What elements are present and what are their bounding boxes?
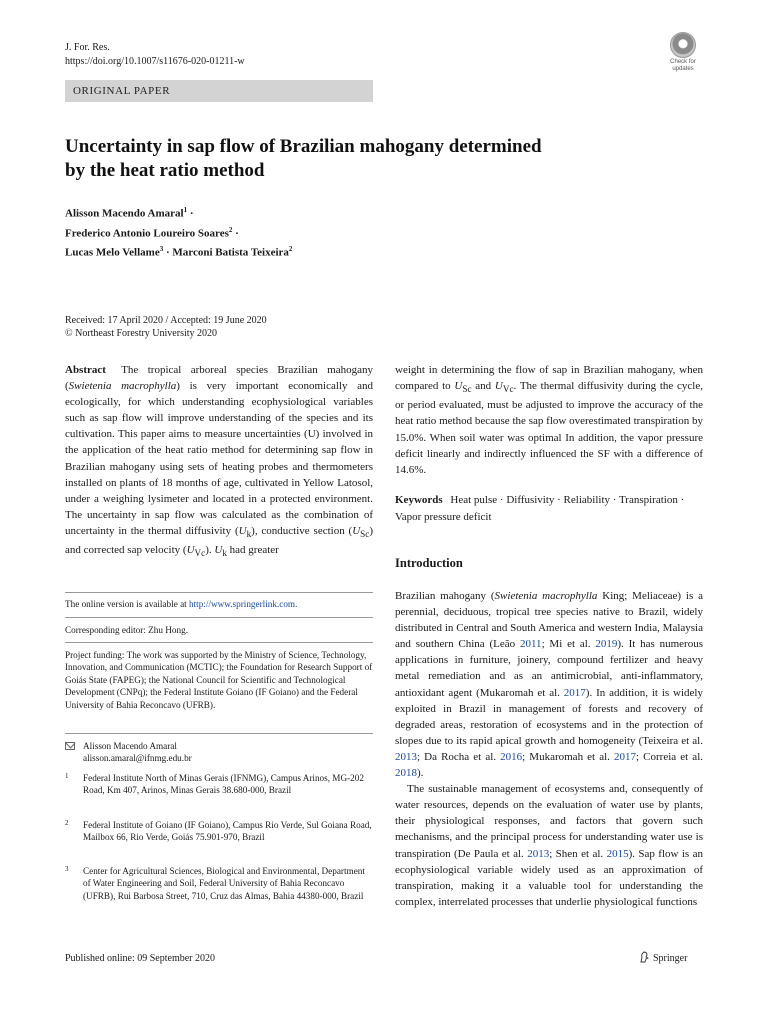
affiliation-text: Federal Institute of Goiano (IF Goiano), Campus Rio Verde, Sul Goiana Road, Mailbox 66, Rio Verde, Goiás 75.901-970, Brazil (83, 820, 372, 843)
citation-link[interactable]: 2015 (606, 847, 629, 860)
corresponding-author (65, 740, 373, 765)
subscript: Vc (194, 548, 206, 559)
subscript: k (222, 548, 227, 559)
symbol-u: U (494, 380, 503, 393)
abstract-heading: Abstract (65, 364, 106, 376)
abstract-text: weight in determining the flow of sap in Brazilian mahogany, when compared to (395, 364, 703, 393)
intro-text: ; Mukaromah et al. (522, 750, 615, 763)
abstract-text: The tropical arboreal species Brazilian mahogany ( (65, 364, 373, 393)
abstract-text: had greater (226, 544, 279, 557)
author-separator: · (187, 207, 194, 220)
intro-text: Brazilian mahogany ( (395, 590, 495, 602)
abstract-right (395, 362, 703, 478)
corresponding-editor: Corresponding editor: Zhu Hong. (65, 625, 188, 635)
footnote-divider (65, 592, 373, 593)
citation-link[interactable]: 2018 (395, 767, 417, 780)
introduction-heading: Introduction (395, 556, 463, 570)
online-note-text: The online version is available at (65, 599, 189, 609)
title-line-1: Uncertainty in sap flow of Brazilian mahogany determined (65, 136, 542, 157)
copyright-line: © Northeast Forestry University 2020 (65, 328, 218, 339)
intro-text: ; Da Rocha et al. (417, 750, 501, 763)
species-name: Swietenia macrophylla (494, 590, 598, 602)
author-affiliation-mark: 2 (228, 225, 233, 234)
footnote-divider (65, 642, 373, 643)
footnote-divider (65, 617, 373, 618)
abstract-text: ). (205, 544, 215, 557)
citation-link[interactable]: 2013 (395, 750, 417, 763)
abstract-text: ) and corrected sap velocity ( (65, 524, 373, 557)
abstract-text: and (471, 380, 495, 393)
symbol-u: U (186, 544, 195, 557)
author-separator: · (163, 246, 170, 259)
springer-horse-icon (639, 951, 649, 963)
affiliation-text: Center for Agricultural Sciences, Biological and Environmental, Department of Water Engineering and Soil, Federal University of Bahia Reconcavo (UFRB), Rui Barbosa Street, 710, Cruz das Almas, Bahia 44380-000, Brazil (83, 866, 365, 901)
symbol-u: U (214, 544, 223, 557)
citation-link[interactable]: 2013 (527, 847, 550, 860)
check-updates-icon (670, 32, 696, 58)
introduction-body (395, 588, 703, 910)
intro-text: ; Shen et al. (549, 847, 607, 860)
intro-text: The sustainable management of ecosystems and, consequently of water resources, depends on the evaluation of water use by plants, their physiological responses, and factors that govern such mechanisms, and the principal process for understanding water use is transpiration (De Paula et al. (395, 783, 703, 860)
citation-link[interactable]: 2017 (563, 686, 586, 699)
received-accepted: Received: 17 April 2020 / Accepted: 19 June 2020 (65, 315, 267, 326)
author-list (65, 202, 292, 261)
affiliation-3 (65, 865, 373, 902)
abstract-text: ) is very important economically and ecologically, for which understanding ecophysiological variables such as sap flow will improve understanding of the species and its cultivation. This paper aims to measure uncertainties (U) involved in the application of the heat ratio method for determining sap flow in Brazilian mahogany using sets of heating probes and thermometers installed on plants of 18 months of age, cultivated in Yellow Latosol, under a weighing lysimeter and located in a protected environment. The uncertainty in sap flow was calculated as the combination of uncertainty in the thermal diffusivity ( (65, 380, 374, 537)
affiliation-2 (65, 819, 373, 844)
subscript: k (246, 529, 252, 540)
keywords-list: Heat pulse · Diffusivity · Reliability · Transpiration · Vapor pressure deficit (395, 494, 685, 523)
badge-label-1: Check for (670, 59, 696, 65)
intro-text: ). Sap flow is an ecophysiological variable widely used as an approximation of transpiration, making it a valuable tool for understanding the complex, interrelated processes that underlie physiological functions (395, 847, 704, 908)
subscript: Sc (360, 529, 370, 540)
keywords (395, 492, 703, 525)
article-type-band: ORIGINAL PAPER (65, 80, 373, 102)
keywords-heading: Keywords (395, 494, 443, 506)
citation-link[interactable]: 2011 (519, 638, 542, 651)
check-for-updates-badge[interactable] (662, 32, 704, 70)
journal-name: J. For. Res. (65, 42, 110, 53)
abstract-text: . The thermal diffusivity during the cycle, or period evaluated, must be adjusted to improve the accuracy of the heat ratio method because the sap flow overestimated transpiration by 15.0%. When soil water was optimal In addition, the vapor pressure deficit linearly and indirectly influenced the SF with a difference of 14.6%. (395, 380, 703, 476)
author-name[interactable]: Alisson Macendo Amaral (65, 207, 184, 220)
species-name: Swietenia macrophylla (68, 380, 177, 393)
affiliation-number: 3 (65, 865, 69, 873)
affiliation-text: Federal Institute North of Minas Gerais (IFNMG), Campus Arinos, MG-202 Road, Km 407, Arinos, Minas Gerais 38.680-000, Brazil (83, 773, 364, 796)
intro-text: ; Correia et al. (636, 750, 703, 763)
author-separator: · (232, 227, 239, 240)
publisher-name: Springer (653, 953, 688, 964)
intro-text: ). (417, 767, 424, 780)
intro-text: ). In addition, it is widely exploited in Brazil in management of forests and recovery of degraded areas, restoration of ecosystems and in the protection of slopes due to its rapid apical growth and homogeneity (Teixeira et al. (395, 686, 703, 747)
abstract-text: ), conductive section ( (251, 524, 353, 537)
paper-title (65, 135, 625, 183)
citation-link[interactable]: 2016 (500, 750, 523, 763)
title-line-2: by the heat ratio method (65, 160, 265, 181)
footnote-divider (65, 733, 373, 734)
funding-note: Project funding: The work was supported by the Ministry of Science, Technology, Innovation, and Communication (MCTIC); the Foundation for Research Support of Goiás State (FAPEG); the National Council for Scientific and Technological Development (CNPq); the Federal Institute Goiano (IF Goiano) and the Federal University of Bahia Reconcavo (UFRB). (65, 650, 373, 710)
online-version-note (65, 598, 373, 610)
badge-label-2: updates (672, 66, 694, 72)
citation-link[interactable]: 2019 (595, 638, 618, 651)
contact-name: Alisson Macendo Amaral (83, 741, 177, 751)
intro-paragraph-1 (395, 588, 703, 781)
envelope-icon (65, 742, 75, 750)
intro-paragraph-2 (395, 781, 703, 910)
doi-link[interactable]: https://doi.org/10.1007/s11676-020-01211-w (65, 56, 245, 67)
symbol-u: U (238, 524, 247, 537)
affiliation-number: 1 (65, 772, 69, 780)
author-name[interactable]: Lucas Melo Vellame (65, 246, 160, 259)
affiliation-1 (65, 772, 373, 797)
author-affiliation-mark: 1 (183, 206, 188, 214)
author-affiliation-mark: 3 (159, 245, 164, 254)
subscript: Sc (462, 384, 472, 395)
affiliation-number: 2 (65, 819, 69, 827)
publication-dates (65, 314, 267, 340)
symbol-u: U (454, 380, 463, 393)
intro-text: ). It has numerous applications in furniture, joinery, compound fertilizer and heavy metal remediation and as an antimicrobial, anti-inflammatory, antioxidant agent (Mukaromah et al. (395, 638, 703, 699)
journal-header (65, 41, 245, 69)
intro-text: ; Mi et al. (541, 638, 596, 651)
abstract-left (65, 362, 373, 562)
intro-text: King; Meliaceae) is a perennial, deciduous, tropical tree species native to Brazil, widely distributed in Central and South America and western India, Malaysia and southern China (Leão (395, 590, 703, 651)
springerlink-link[interactable]: http://www.springerlink.com. (189, 599, 298, 609)
citation-link[interactable]: 2017 (614, 750, 637, 763)
publisher-logo (639, 951, 687, 964)
published-online: Published online: 09 September 2020 (65, 953, 215, 964)
subscript: Vc (502, 384, 514, 395)
author-name[interactable]: Frederico Antonio Loureiro Soares (65, 227, 229, 240)
author-name[interactable]: Marconi Batista Teixeira (172, 246, 289, 259)
symbol-u: U (352, 524, 361, 537)
contact-email-link[interactable]: alisson.amaral@ifnmg.edu.br (83, 753, 192, 764)
author-affiliation-mark: 2 (288, 245, 293, 254)
